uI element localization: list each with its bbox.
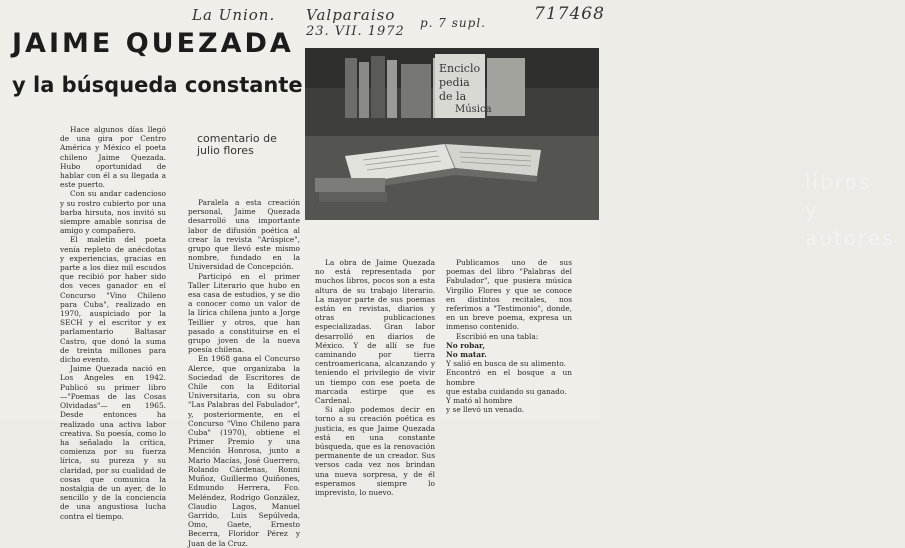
article-paragraph: La obra de Jaime Quezada no está representada por muchos libros, pocos son a esta altura de su trabajo literario. La mayor parte de sus poemas están en revistas, diarios y otras publicaciones especializadas. Gran labor desarrolló en diarios de México. Y de allí se fue caminando por tierra centroamericana, alcanzando y teniendo el privilegio de vivir un tiempo con ese poeta de marcada estirpe que es Cardenal. — [315, 258, 435, 406]
byline-line-1: comentario de — [197, 132, 277, 145]
article-paragraph: Jaime Quezada nació en Los Angeles en 1942. Publicó su primer libro —"Poemas de las Cosas Olvidadas"— en 1965. Desde entonces ha realizado una activa labor creativa. Su poesía, como lo ha señalado la crítica, comienza por su fuerza lírica, su pureza y su claridad, por su cualidad de cosas que comunica la nostalgia de un ayer, de lo sencillo y de la conciencia de una angustiosa lucha contra el tiempo. — [60, 364, 166, 521]
article-column-4 — [446, 258, 572, 414]
handwritten-archive-number: 717468 — [534, 4, 605, 24]
article-paragraph: Paralela a esta creación personal, Jaime Quezada desarrolló una importante labor de difusión poética al crear la revista "Arúspice", grupo que llevó este mismo nombre, fundado en la Universidad de Concepción. — [188, 198, 300, 272]
article-column-2 — [188, 198, 300, 548]
books-photo-illustration — [305, 48, 599, 220]
article-column-3 — [315, 258, 435, 497]
poem-line: Encontró en el bosque a un hombre — [446, 368, 572, 387]
article-column-1 — [60, 125, 166, 521]
section-label-line-3: autores — [805, 226, 895, 250]
headline-subtitle: y la búsqueda constante — [12, 73, 303, 97]
books-photo — [305, 48, 895, 250]
article-paragraph: El maletín del poeta venía repleto de anécdotas y experiencias, gracias en parte a los diez mil escudos que recibió por haber sido dos veces ganador en el Concurso "Vino Chileno para Cuba", realizado en 1970, auspiciado por la SECH y el escritor y ex parlamentario Baltasar Castro, que donó la suma de treinta millones para dicho evento. — [60, 235, 166, 365]
svg-text:Música: Música — [455, 104, 492, 115]
article-paragraph: Hace algunos días llegó de una gira por Centro América y México el poeta chileno Jaime Quezada. Hubo oportunidad de hablar con él a su llegada a este puerto. — [60, 125, 166, 190]
article-paragraph: Si algo podemos decir en torno a su creación poética es justicia, es que Jaime Quezada está en una constante búsqueda, que es la renovación permanente de un creador. Sus versos cada vez nos brindan una nueva sorpresa, y de él esperamos siempre lo imprevisto, lo nuevo. — [315, 405, 435, 498]
poem-line: Y salió en busca de su alimento. — [446, 359, 566, 369]
handwritten-date: 23. VII. 1972 — [306, 24, 405, 39]
article-paragraph: Escribió en una tabla: — [456, 331, 539, 341]
book-cover-title: Enciclo — [439, 62, 481, 75]
poem-line: y se llevó un venado. — [446, 405, 525, 415]
article-paragraph: Publicamos uno de sus poemas del libro "Palabras del Fabulador", que pusiera música Virgilio Flores y que se conoce en distintos recitales, nos referimos a "Testimonio", donde, en un breve poema, expresa un inmenso contenido. — [446, 258, 572, 332]
svg-text:pedia: pedia — [439, 76, 470, 89]
section-label-line-1: libros — [805, 170, 872, 194]
poem-line: Y mató al hombre — [446, 396, 513, 406]
handwritten-newspaper-name: La Union. — [192, 6, 276, 24]
article-paragraph: En 1968 gana el Concurso Alerce, que organizaba la Sociedad de Escritores de Chile con la Editorial Universitaria, con su obra "Las Palabras del Fabulador", y, posteriormente, en el Concurso "Vino Chileno para Cuba" (1970), obtiene el Primer Premio y una Mención Honrosa, junto a Mario Macías, José Guerrero, Rolando Cárdenas, Ronni Muñoz, Guillermo Quiñones, Edmundo Herrera, Fco. Meléndez, Rodrigo González, Claudio Lagos, Manuel Garrido, Luis Sepúlveda, Omo, Gaete, Ernesto Becerra, Floridor Pérez y Juan de la Cruz. — [188, 354, 300, 548]
headline-name: JAIME QUEZADA — [12, 28, 294, 59]
article-paragraph: Participó en el primer Taller Literario que hubo en esa casa de estudios, y se dio a conocer como un valor de la lírica chilena junto a Jorge Teillier y otros, que han pasado a constituirse en el grupo joven de la nueva poesía chilena. — [188, 271, 300, 355]
handwritten-city: Valparaiso — [306, 6, 396, 24]
svg-text:de la: de la — [439, 90, 467, 103]
byline-author: julio flores — [197, 144, 254, 157]
section-label-line-2: y — [805, 198, 819, 222]
article-paragraph: Con su andar cadencioso y su rostro cubierto por una barba hirsuta, nos invitó su siempre amable sonrisa de amigo y compañero. — [60, 189, 166, 236]
poem-line: que estaba cuidando su ganado. — [446, 386, 567, 396]
poem-line: No matar. — [446, 350, 487, 360]
byline — [197, 133, 277, 157]
handwritten-page-section: p. 7 supl. — [420, 16, 486, 30]
section-label — [805, 168, 905, 252]
poem-line: No robar, — [446, 340, 485, 350]
